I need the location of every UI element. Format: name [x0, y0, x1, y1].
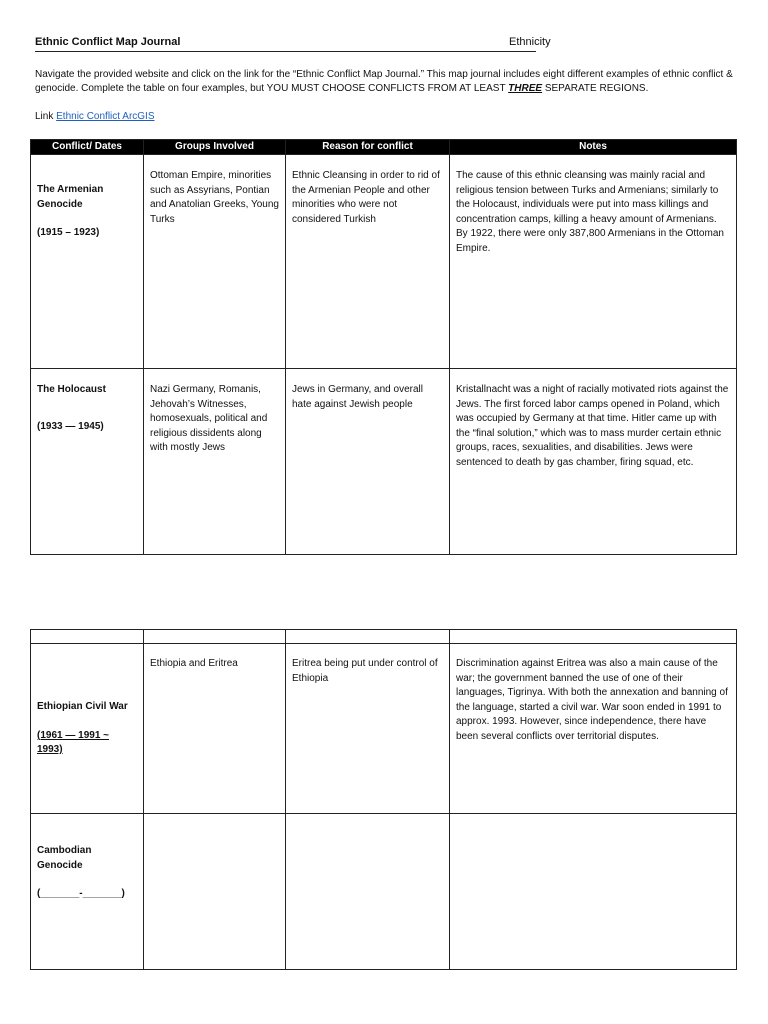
blank-header-row: [31, 630, 737, 644]
table-row: [31, 644, 737, 814]
conflict-name: Cambodian Genocide: [37, 845, 92, 871]
document-title: Ethnic Conflict Map Journal: [35, 36, 181, 48]
conflict-dates: (1915 – 1923): [37, 227, 100, 238]
table-row: [31, 814, 737, 970]
conflict-dates: (1933 — 1945): [37, 420, 104, 432]
conflict-cell[interactable]: [31, 644, 144, 814]
conflict-cell[interactable]: [31, 155, 144, 369]
header-reason: Reason for conflict: [286, 140, 450, 155]
blank-cell: [31, 630, 144, 644]
conflict-dates: (_______-_______): [37, 888, 125, 899]
reason-cell[interactable]: [286, 814, 450, 970]
groups-cell[interactable]: Ottoman Empire, minorities such as Assyrians, Pontian and Anatolian Greeks, Young Turks: [144, 155, 286, 369]
notes-cell[interactable]: [450, 814, 737, 970]
arcgis-link[interactable]: Ethnic Conflict ArcGIS: [56, 111, 155, 122]
reason-cell[interactable]: Ethnic Cleansing in order to rid of the Armenian People and other minorities who were not considered Turkish: [286, 155, 450, 369]
link-prefix: Link: [35, 111, 57, 122]
instructions-text-1: Navigate the provided website and click on the link for the “Ethnic Conflict Map Journal.” This map journal includes eight different examples of ethnic conflict & genocide. Complete the table on four examples, but YOU MUST CHOOSE CONFLICTS FROM AT LEAST: [35, 69, 733, 94]
reason-cell[interactable]: Jews in Germany, and overall hate against Jewish people: [286, 369, 450, 555]
conflict-table-page1: [30, 139, 737, 555]
instructions-text-2: SEPARATE REGIONS.: [542, 83, 649, 94]
document-header: [35, 36, 551, 52]
conflict-name: The Armenian Genocide: [37, 184, 104, 210]
header-conflict-dates: Conflict/ Dates: [31, 140, 144, 155]
conflict-name: The Holocaust: [37, 384, 106, 395]
header-notes: Notes: [450, 140, 737, 155]
document-subject: Ethnicity: [509, 36, 551, 48]
notes-cell[interactable]: Discrimination against Eritrea was also a main cause of the war; the government banned the use of one of their languages, Tigrinya. With both the annexation and banning of the language, started a civil war. War soon ended in 1991 to approx. 1993. However, since independence, there have been several conflicts over territorial disputes.: [450, 644, 737, 814]
conflict-table-page2: [30, 629, 737, 970]
header-groups-involved: Groups Involved: [144, 140, 286, 155]
table-row: [31, 155, 737, 369]
blank-cell: [450, 630, 737, 644]
notes-cell[interactable]: Kristallnacht was a night of racially motivated riots against the Jews. The first forced labor camps opened in Poland, which was occupied by Germany at that time. Hitler came up with the “final solution,” which was to mass murder certain ethnic groups, races, sexualities, and disabilities. Jews were sentenced to death by gas chamber, firing squad, etc.: [450, 369, 737, 555]
groups-cell[interactable]: Ethiopia and Eritrea: [144, 644, 286, 814]
instructions-emphasis: THREE: [508, 83, 543, 94]
conflict-dates: (1961 — 1991 ~ 1993): [37, 729, 109, 755]
instructions-paragraph: [35, 68, 740, 96]
conflict-cell[interactable]: [31, 369, 144, 555]
notes-cell[interactable]: The cause of this ethnic cleansing was mainly racial and religious tension between Turks and Armenians; similarly to the Holocaust, individuals were put into mass killings and concentration camps, killing a heavy amount of Armenians. By 1922, there were only 387,800 Armenians in the Ottoman Empire.: [450, 155, 737, 369]
groups-cell[interactable]: Nazi Germany, Romanis, Jehovah’s Witnesses, homosexuals, political and religious dissidents along with mostly Jews: [144, 369, 286, 555]
table-row: [31, 369, 737, 555]
table-header-row: [31, 140, 737, 155]
reason-cell[interactable]: Eritrea being put under control of Ethiopia: [286, 644, 450, 814]
blank-cell: [286, 630, 450, 644]
link-line: [35, 111, 155, 122]
blank-cell: [144, 630, 286, 644]
groups-cell[interactable]: [144, 814, 286, 970]
conflict-name: Ethiopian Civil War: [37, 701, 128, 712]
conflict-cell[interactable]: [31, 814, 144, 970]
